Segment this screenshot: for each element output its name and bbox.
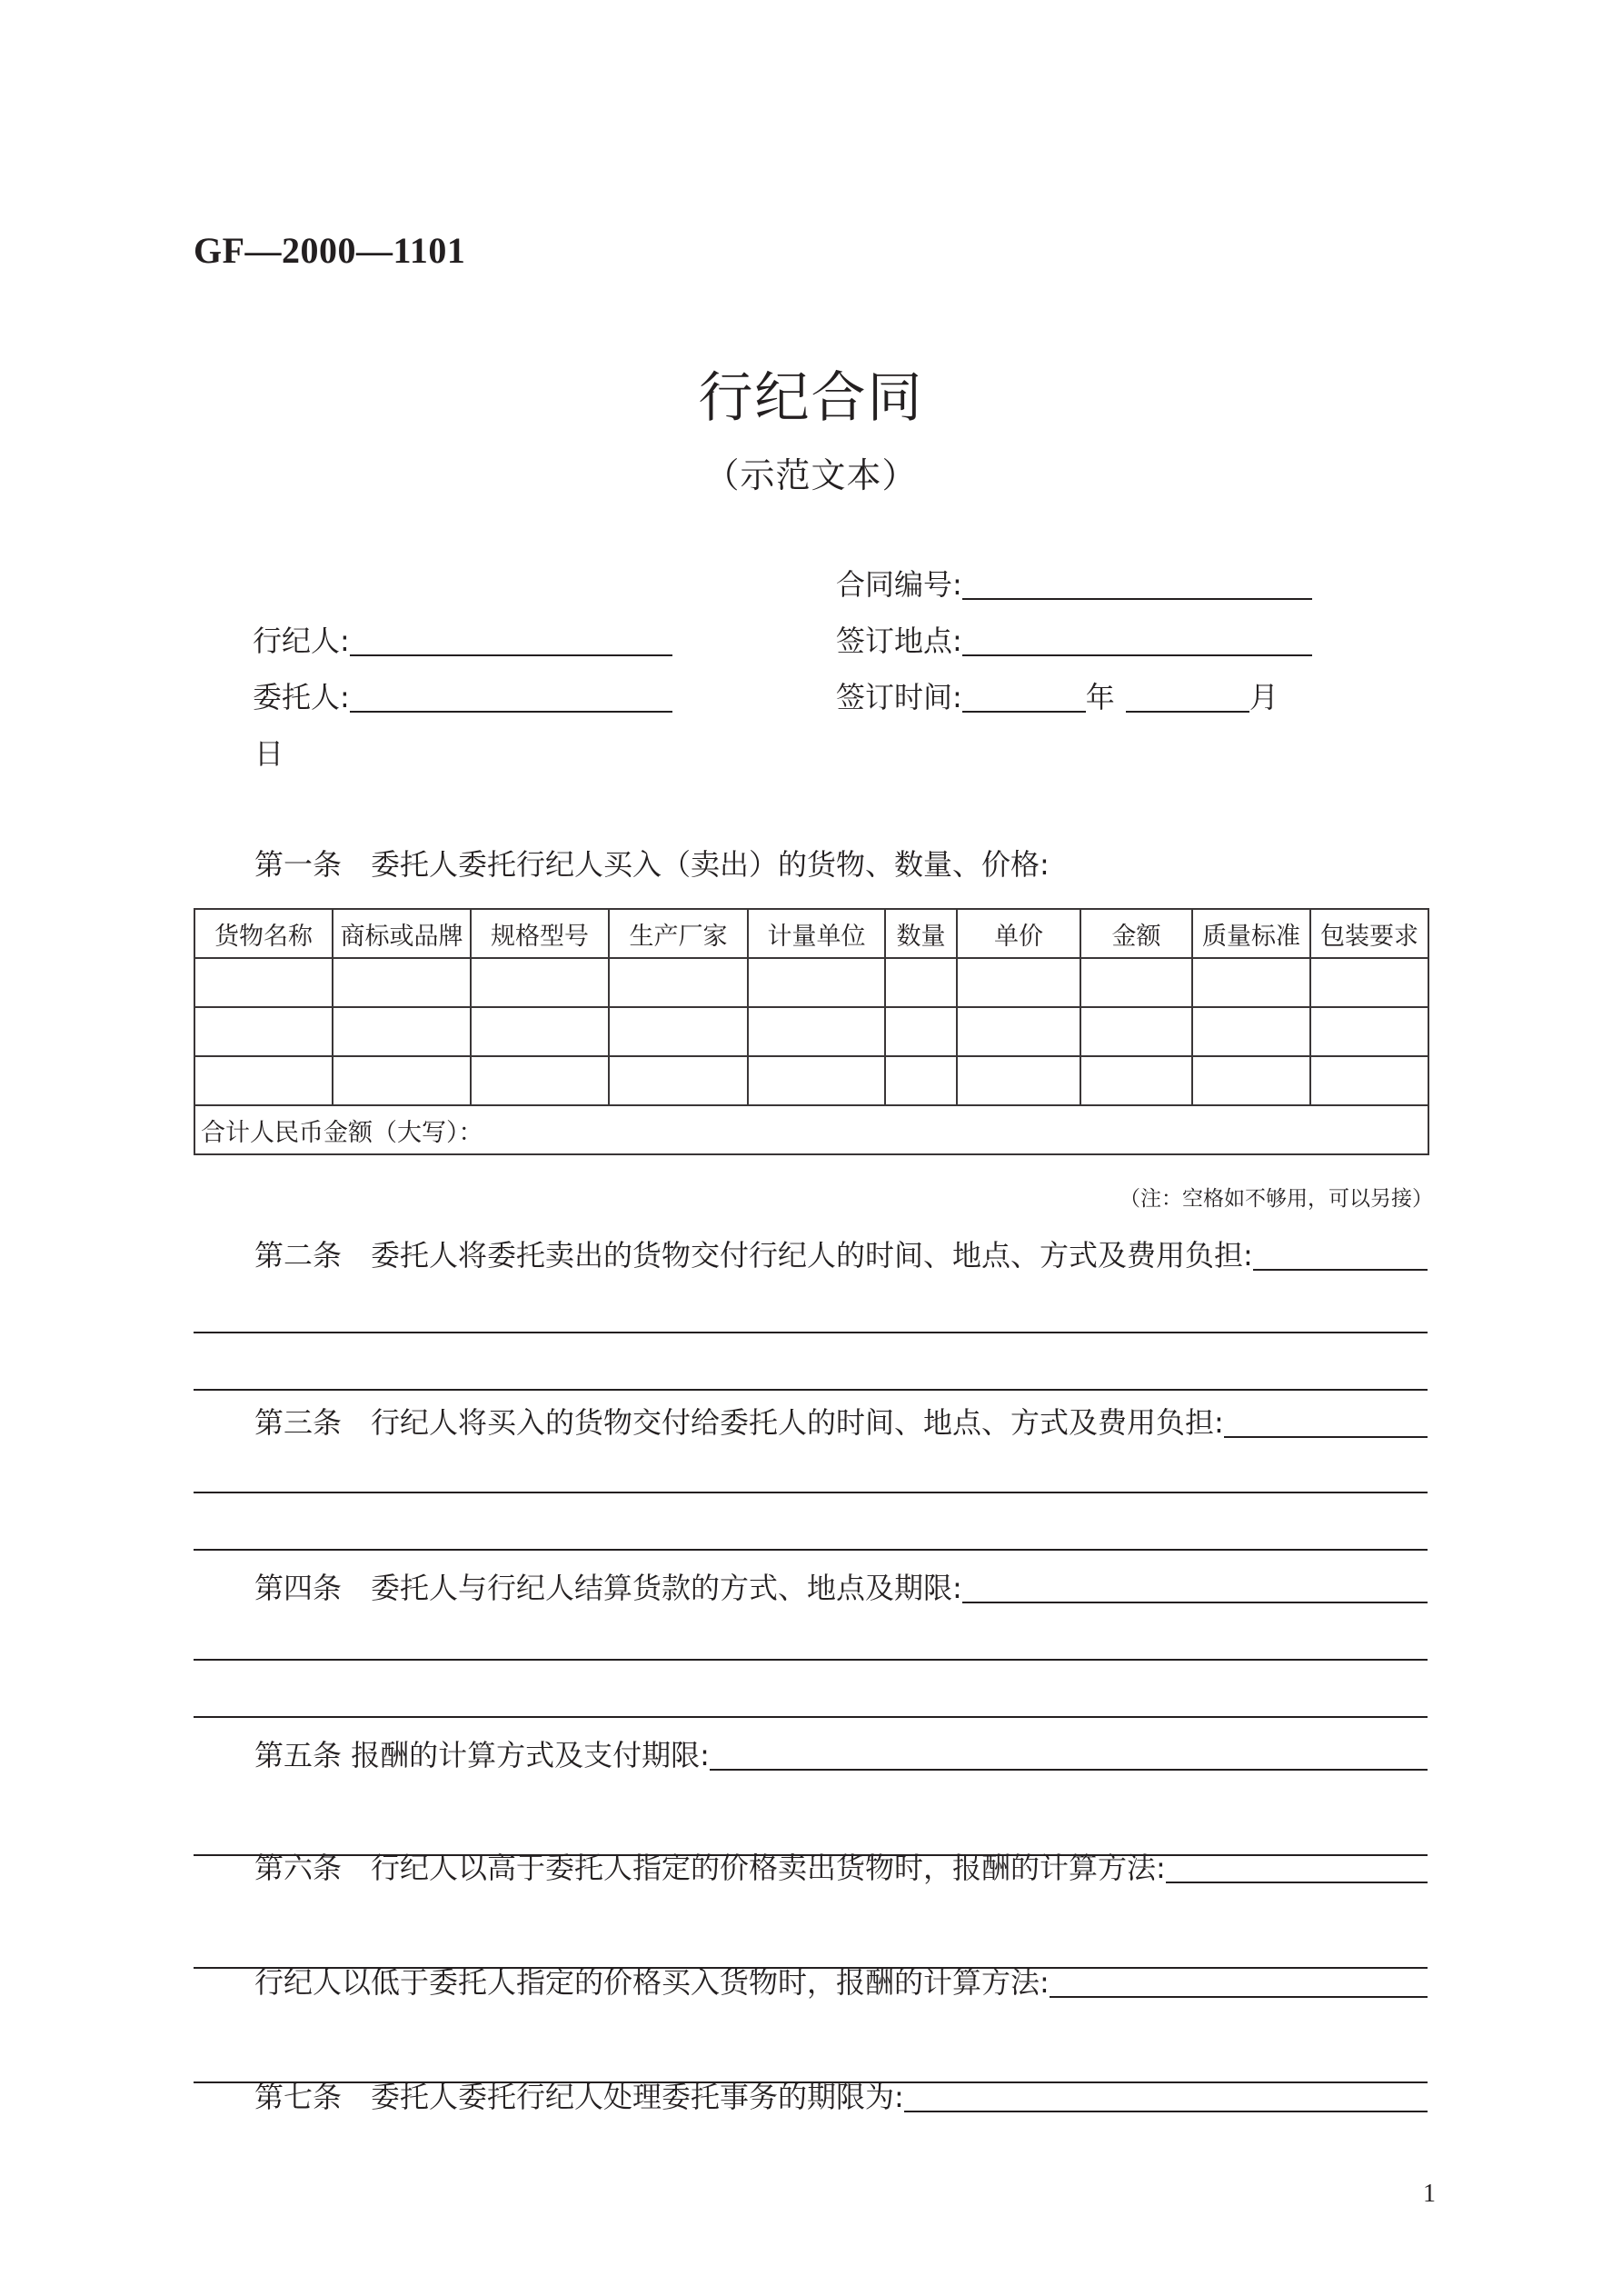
blank-line[interactable]: [194, 1716, 1428, 1718]
table-cell[interactable]: [1192, 1007, 1310, 1056]
table-cell[interactable]: [471, 1007, 609, 1056]
sign-month-input[interactable]: [1126, 684, 1249, 713]
header-brand: 商标或品牌: [333, 909, 471, 958]
table-cell[interactable]: [333, 1056, 471, 1105]
header-spec: 规格型号: [471, 909, 609, 958]
contract-no-input[interactable]: [962, 571, 1312, 600]
clause-2: [254, 1233, 1428, 1274]
principal-input[interactable]: [350, 684, 672, 713]
blank-line[interactable]: [194, 1549, 1428, 1551]
table-cell[interactable]: [957, 1007, 1080, 1056]
table-cell[interactable]: [1192, 1056, 1310, 1105]
header-unit-price: 单价: [957, 909, 1080, 958]
contract-no-field: [836, 562, 1312, 604]
table-cell[interactable]: [1080, 958, 1192, 1007]
table-row: [194, 958, 1428, 1007]
table-cell[interactable]: [885, 958, 957, 1007]
broker-label: 行纪人:: [253, 624, 350, 658]
clause-6b-input[interactable]: [1050, 1969, 1428, 1998]
clause-2-text: 第二条 委托人将委托卖出的货物交付行纪人的时间、地点、方式及费用负担:: [254, 1238, 1253, 1273]
table-cell[interactable]: [194, 958, 333, 1007]
header-amount: 金额: [1080, 909, 1192, 958]
broker-field: [253, 618, 672, 660]
table-cell[interactable]: [957, 958, 1080, 1007]
sign-time-field: [836, 674, 1279, 716]
header-quantity: 数量: [885, 909, 957, 958]
table-cell[interactable]: [1080, 1007, 1192, 1056]
table-cell[interactable]: [471, 1056, 609, 1105]
clause-2-input[interactable]: [1253, 1242, 1428, 1271]
header-unit: 计量单位: [748, 909, 885, 958]
table-cell[interactable]: [194, 1056, 333, 1105]
clause-4-text: 第四条 委托人与行纪人结算货款的方式、地点及期限:: [254, 1571, 962, 1605]
table-row: [194, 1056, 1428, 1105]
table-note: （注：空格如不够用，可以另接）: [1119, 1187, 1433, 1211]
table-cell[interactable]: [609, 1056, 748, 1105]
header-quality: 质量标准: [1192, 909, 1310, 958]
clause-6-text: 第六条 行纪人以高于委托人指定的价格卖出货物时，报酬的计算方法:: [254, 1851, 1166, 1885]
blank-line[interactable]: [194, 1389, 1428, 1391]
table-cell[interactable]: [885, 1007, 957, 1056]
table-cell[interactable]: [609, 1007, 748, 1056]
blank-line[interactable]: [194, 1659, 1428, 1661]
table-cell[interactable]: [748, 958, 885, 1007]
table-cell[interactable]: [333, 1007, 471, 1056]
sign-place-label: 签订地点:: [836, 624, 962, 658]
table-cell[interactable]: [957, 1056, 1080, 1105]
table-cell[interactable]: [1080, 1056, 1192, 1105]
table-cell[interactable]: [885, 1056, 957, 1105]
document-subtitle: （示范文本）: [704, 455, 918, 495]
clause-5-text: 第五条 报酬的计算方式及支付期限:: [254, 1738, 710, 1772]
clause-7-text: 第七条 委托人委托行纪人处理委托事务的期限为:: [254, 2080, 904, 2114]
clause-4-input[interactable]: [962, 1574, 1428, 1603]
month-label: 月: [1249, 680, 1279, 714]
table-cell[interactable]: [194, 1007, 333, 1056]
clause-7-input[interactable]: [904, 2083, 1428, 2112]
clause-3: [254, 1400, 1428, 1442]
day-label: 日: [254, 736, 284, 771]
clause-5: [254, 1732, 1428, 1774]
table-cell[interactable]: [748, 1056, 885, 1105]
clause-3-input[interactable]: [1224, 1409, 1428, 1438]
year-label: 年: [1085, 680, 1115, 714]
document-code: GF—2000—1101: [194, 230, 466, 271]
table-cell[interactable]: [1310, 958, 1428, 1007]
table-cell[interactable]: [333, 958, 471, 1007]
contract-no-label: 合同编号:: [836, 567, 962, 602]
page-number: 1: [1423, 2180, 1436, 2208]
header-packaging: 包装要求: [1310, 909, 1428, 958]
table-row: [194, 1007, 1428, 1056]
table-cell[interactable]: [1310, 1056, 1428, 1105]
clause-1: 第一条 委托人委托行纪人买入（卖出）的货物、数量、价格:: [254, 847, 1050, 882]
table-cell[interactable]: [471, 958, 609, 1007]
clause-6b: [254, 1960, 1428, 2002]
sign-time-label: 签订时间:: [836, 680, 962, 714]
blank-line[interactable]: [194, 1492, 1428, 1493]
header-goods-name: 货物名称: [194, 909, 333, 958]
blank-line[interactable]: [194, 1332, 1428, 1333]
sign-year-input[interactable]: [962, 684, 1086, 713]
table-header-row: [194, 909, 1428, 958]
broker-input[interactable]: [350, 627, 672, 656]
principal-field: [253, 674, 672, 716]
clause-6b-text: 行纪人以低于委托人指定的价格买入货物时，报酬的计算方法:: [254, 1965, 1050, 2000]
clause-4: [254, 1565, 1428, 1607]
table-total-row: [194, 1105, 1428, 1154]
total-amount-label[interactable]: 合计人民币金额（大写）：: [194, 1105, 1428, 1154]
clause-3-text: 第三条 行纪人将买入的货物交付给委托人的时间、地点、方式及费用负担:: [254, 1405, 1224, 1440]
goods-table: [194, 908, 1429, 1155]
document-title: 行纪合同: [698, 366, 924, 430]
clause-6: [254, 1845, 1428, 1887]
table-cell[interactable]: [1192, 958, 1310, 1007]
sign-place-input[interactable]: [962, 627, 1312, 656]
table-cell[interactable]: [748, 1007, 885, 1056]
table-cell[interactable]: [609, 958, 748, 1007]
sign-place-field: [836, 618, 1312, 660]
clause-7: [254, 2074, 1428, 2116]
clause-6-input[interactable]: [1166, 1854, 1428, 1883]
header-manufacturer: 生产厂家: [609, 909, 748, 958]
clause-5-input[interactable]: [710, 1742, 1428, 1771]
table-cell[interactable]: [1310, 1007, 1428, 1056]
principal-label: 委托人:: [253, 680, 350, 714]
